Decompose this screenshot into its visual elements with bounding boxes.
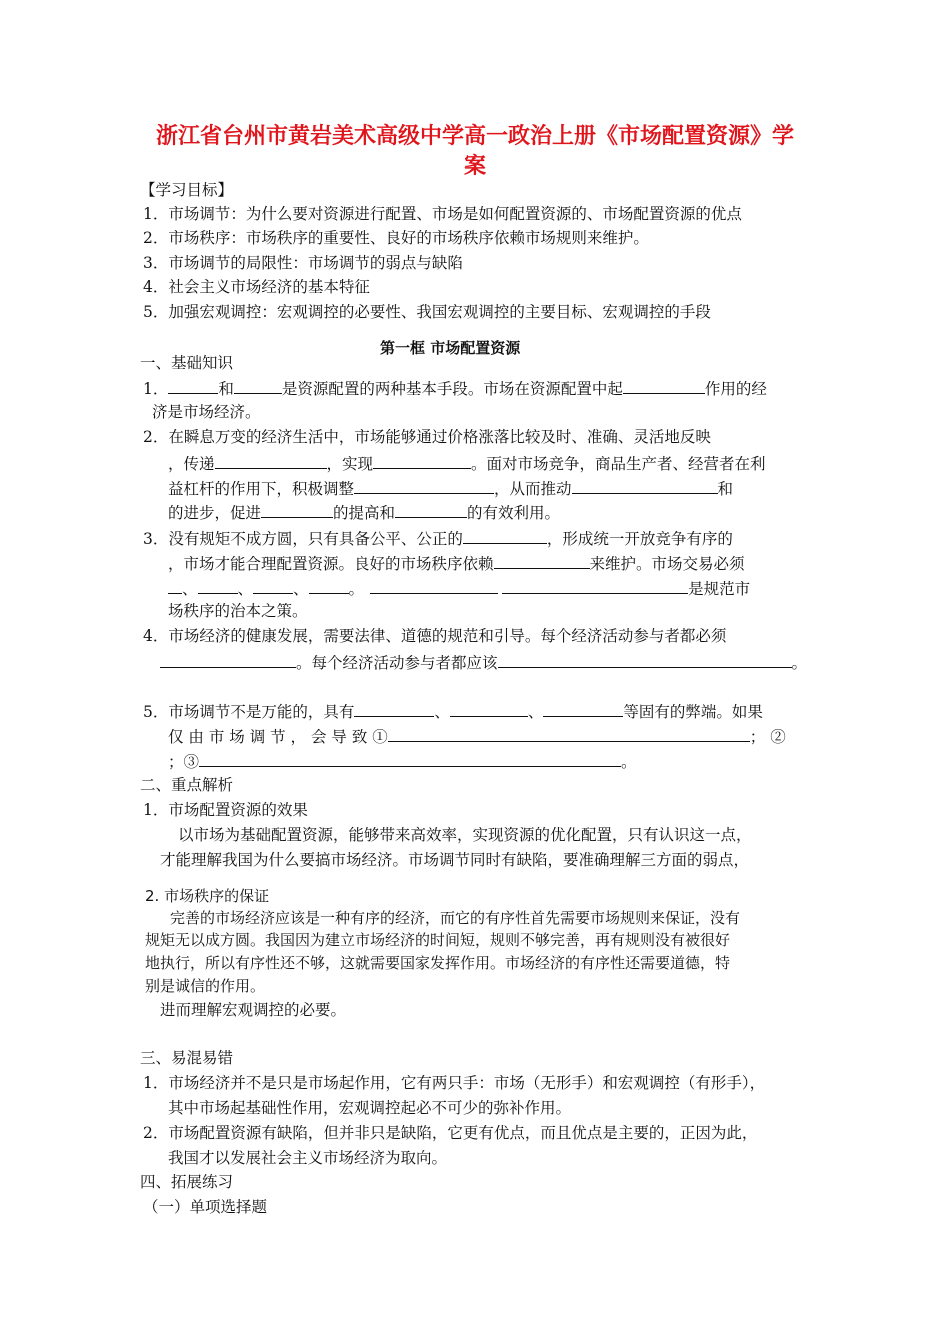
q1-line2: 济是市场经济。	[152, 403, 261, 421]
q5-line2: 仅 由 市 场 调 节 ， 会 导 致 ① ； ②	[168, 725, 786, 747]
analysis-p1-line2: 才能理解我国为什么要搞市场经济。市场调节同时有缺陷，要准确理解三方面的弱点，	[160, 851, 750, 869]
practice-heading: 四、拓展练习	[140, 1173, 234, 1191]
goals-heading: 【学习目标】	[140, 181, 234, 199]
blank	[373, 452, 471, 469]
analysis-p2-line1: 完善的市场经济应该是一种有序的经济，而它的有序性首先需要市场规则来保证，没有	[170, 909, 741, 927]
blank	[450, 700, 528, 717]
analysis-p2-line3: 地执行，所以有序性还不够，这就需要国家发挥作用。市场经济的有序性还需要道德，特	[145, 954, 731, 972]
blank	[502, 577, 688, 594]
q4-line1: 4．市场经济的健康发展，需要法律、道德的规范和引导。每个经济活动参与者都必须	[143, 627, 727, 645]
confusion-item2-line1: 2．市场配置资源有缺陷，但并非只是缺陷，它更有优点，而且优点是主要的，正因为此，	[143, 1124, 758, 1142]
q3-line4: 场秩序的治本之策。	[168, 602, 308, 620]
q5-line3: ；③ 。	[168, 750, 637, 772]
blank	[572, 477, 718, 494]
blank	[494, 552, 590, 569]
blank	[253, 577, 293, 594]
confusion-item1-line1: 1．市场经济并不是只是市场起作用，它有两只手：市场（无形手）和宏观调控（有形手），	[143, 1074, 766, 1092]
section-title: 第一框 市场配置资源	[380, 339, 521, 357]
blank	[388, 725, 750, 742]
q2-line3: 益杠杆的作用下，积极调整 ，从而推动 和	[168, 477, 733, 499]
blank	[395, 501, 467, 518]
blank	[215, 452, 327, 469]
basic-heading: 一、基础知识	[140, 354, 234, 372]
q2-line2: ，传递 ，实现 。面对市场竞争，商品生产者、经营者在利	[168, 452, 766, 474]
blank	[160, 651, 296, 668]
blank	[463, 527, 547, 544]
analysis-p2-line2: 规矩无以成方圆。我国因为建立市场经济的时间短，规则不够完善，再有规则没有被很好	[145, 931, 731, 949]
goal-item-3: 3．市场调节的局限性：市场调节的弱点与缺陷	[143, 254, 463, 272]
q5-line1: 5．市场调节不是万能的，具有 、 、 等固有的弊端。如果	[143, 700, 763, 722]
q3-line3: 、 、 、 。 是规范市	[168, 577, 750, 599]
analysis-heading: 二、重点解析	[140, 776, 234, 794]
confusion-item2-line2: 我国才以发展社会主义市场经济为取向。	[168, 1149, 448, 1167]
q4-line2: 。每个经济活动参与者都应该 。	[160, 651, 807, 673]
goal-item-1: 1．市场调节：为什么要对资源进行配置、市场是如何配置资源的、市场配置资源的优点	[143, 205, 742, 223]
blank	[354, 477, 494, 494]
q2-line4: 的进步，促进 的提高和 的有效利用。	[168, 501, 560, 523]
goal-item-4: 4．社会主义市场经济的基本特征	[143, 278, 370, 296]
blank	[198, 577, 238, 594]
practice-subheading: （一）单项选择题	[143, 1198, 268, 1216]
blank	[498, 651, 792, 668]
q3-line1: 3．没有规矩不成方圆，只有具备公平、公正的 ，形成统一开放竞争有序的	[143, 527, 733, 549]
blank	[309, 577, 349, 594]
q1-line1: 1． 和 是资源配置的两种基本手段。市场在资源配置中起 作用的经	[143, 377, 767, 399]
analysis-p2-title: 2. 市场秩序的保证	[145, 887, 270, 905]
blank	[199, 750, 621, 767]
blank	[168, 377, 218, 394]
confusion-heading: 三、易混易错	[140, 1049, 234, 1067]
analysis-p2-line4: 别是诚信的作用。	[145, 977, 266, 995]
q3-line2: ，市场才能合理配置资源。良好的市场秩序依赖 来维护。市场交易必须	[168, 552, 745, 574]
blank	[370, 577, 498, 594]
goal-item-5: 5．加强宏观调控：宏观调控的必要性、我国宏观调控的主要目标、宏观调控的手段	[143, 303, 711, 321]
blank	[234, 377, 282, 394]
doc-title-line1: 浙江省台州市黄岩美术高级中学高一政治上册《市场配置资源》学	[155, 124, 794, 149]
q2-line1: 2．在瞬息万变的经济生活中，市场能够通过价格涨落比较及时、准确、灵活地反映	[143, 428, 711, 446]
analysis-p1-line1: 以市场为基础配置资源，能够带来高效率，实现资源的优化配置，只有认识这一点，	[178, 826, 752, 844]
blank	[354, 700, 434, 717]
blank	[168, 577, 182, 594]
confusion-item1-line2: 其中市场起基础性作用，宏观调控起必不可少的弥补作用。	[168, 1099, 572, 1117]
blank	[623, 377, 705, 394]
blank	[543, 700, 623, 717]
blank	[261, 501, 333, 518]
doc-title-line2: 案	[463, 154, 486, 179]
goal-item-2: 2．市场秩序：市场秩序的重要性、良好的市场秩序依赖市场规则来维护。	[143, 229, 649, 247]
analysis-p3: 进而理解宏观调控的必要。	[160, 1001, 347, 1019]
analysis-p1-title: 1．市场配置资源的效果	[143, 801, 308, 819]
